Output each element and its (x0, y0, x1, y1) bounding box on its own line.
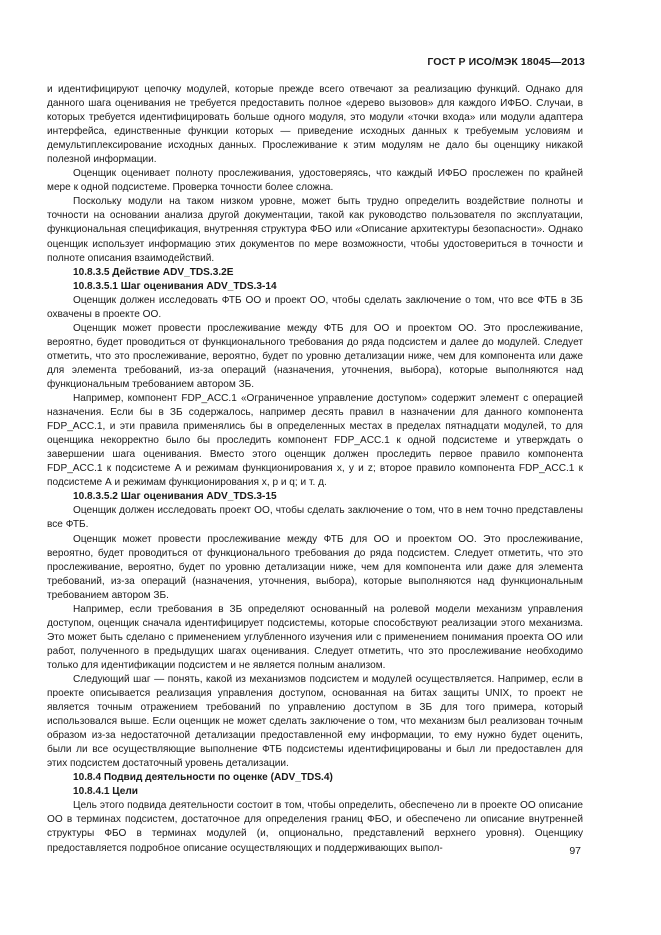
section-heading: 10.8.4.1 Цели (73, 786, 139, 798)
paragraph: Оценщик должен исследовать проект ОО, чтобы сделать заключение о том, что в нем точно представлены все ФТБ. (47, 505, 583, 531)
paragraph: Поскольку модули на таком низком уровне, может быть трудно определить воздействие полноты и точности на основании анализа другой документации, такой как руководство пользователя по эксплуатации, функциональная спецификация, внутренняя структура ФБО или «Описание архитектуры безопасности». Однако оценщик использует информацию этих документов по мере возможности, чтобы удостовериться в точности и полноте описания взаимодействий. (47, 196, 583, 264)
paragraph: Например, если требования в ЗБ определяют основанный на ролевой модели механизм управления доступом, оценщик сначала идентифицирует подсистемы, которые способствуют реализации этого механизма. Это может быть сделано с применением углубленного изучения или с применением понимания проекта ОО или работ, полученного в предыдущих шагах оценивания. Следует отметить, что это прослеживание необходимо только для идентификации подсистем и не является полным анализом. (47, 603, 583, 671)
section-heading: 10.8.3.5.2 Шаг оценивания ADV_TDS.3-15 (73, 491, 277, 503)
paragraph: Оценщик оценивает полноту прослеживания, удостоверяясь, что каждый ИФБО прослежен по крайней мере к одной подсистеме. Проверка точности более сложна. (47, 168, 583, 194)
paragraph: Следующий шаг — понять, какой из механизмов подсистем и модулей осуществляется. Например, если в проекте описывается реализация управления доступом, основанная на битах защиты UNIX, то проект не является точным отражением требований по управлению доступом в ЗБ для того примера, который использовался выше. Если оценщик не может сделать заключение о том, что механизм был реализован точным образом из-за недостаточной детализации предоставленной ему информации, то ему нужно будет оценить, были ли все осуществляющие выполнение ФТБ подсистемы идентифицированы и был ли предоставлен для этих подсистем достаточный уровень детализации. (47, 673, 583, 770)
paragraph: и идентифицируют цепочку модулей, которые прежде всего отвечают за реализацию функций. Однако для данного шага оценивания не требуется предоставить полное «дерево вызовов» для каждого ИФБО. Случаи, в которых требуется идентифицировать больше одного модуля, это модули «точки входа» или модули адаптера интерфейса, единственные функции которых — приведение исходных данных к требуемым условиям и демультиплексирование исходных данных. Прослеживание к этим модулям не дало бы оценщику никакой полезной информации. (47, 84, 583, 166)
section-heading: 10.8.4 Подвид деятельности по оценке (ADV_TDS.4) (73, 772, 333, 784)
paragraph: Например, компонент FDP_ACC.1 «Ограниченное управление доступом» содержит элемент с операцией назначения. Если бы в ЗБ содержалось, например десять правил в назначении для данного компонента FDP_ACC.1, и эти правила применялись бы в определенных местах в пределах пятнадцати модулей, то для оценщика некорректно было бы проследить компонент FDP_ACC.1 к одной подсистеме и утверждать о завершении шага оценивания. Вместо этого оценщик должен проследить первое правило компонента FDP_ACC.1 к подсистеме А и режимам функционирования x, y и z; второе правило компонента FDP_ACC.1 к подсистеме А и режимам функционирования x, p и q; и т. д. (47, 393, 583, 489)
standard-header: ГОСТ Р ИСО/МЭК 18045—2013 (427, 56, 585, 68)
paragraph: Оценщик может провести прослеживание между ФТБ для ОО и проектом ОО. Это прослеживание, вероятно, будет проводиться от функционального требования до ряда подсистем и далее до модулей. Следует отметить, что это прослеживание, вероятно, будет по уровню детализации ниже, чем для компонента или даже для элемента требований, из-за операций (назначения, уточнения, выбора), которые выполняются над функциональным требованием автором ЗБ. (47, 322, 583, 390)
section-heading: 10.8.3.5.1 Шаг оценивания ADV_TDS.3-14 (73, 280, 277, 292)
page-number: 97 (569, 845, 581, 857)
document-body (47, 83, 583, 856)
paragraph: Оценщик должен исследовать ФТБ ОО и проект ОО, чтобы сделать заключение о том, что все ФТБ в ЗБ охвачены в проекте ОО. (47, 294, 583, 320)
paragraph: Оценщик может провести прослеживание между ФТБ для ОО и проектом ОО. Это прослеживание, вероятно, будет проводиться от функционального требования до ряда подсистем. Следует отметить, что это прослеживание, вероятно, будет по уровню детализации ниже, чем для компонента или даже для элемента требований, из-за операций (назначения, уточнения, выбора), которые выполняются над функциональным требованием автором ЗБ. (47, 533, 583, 601)
section-heading: 10.8.3.5 Действие ADV_TDS.3.2E (73, 266, 234, 278)
paragraph: Цель этого подвида деятельности состоит в том, чтобы определить, обеспечено ли в проекте ОО описание ОО в терминах подсистем, достаточное для определения границ ФБО, и обеспечено ли описание внутренней структуры ФБО в терминах модулей (и, опционально, представлений верхнего уровня). Оценщику предоставляется подробное описание осуществляющих и поддерживающих выпол- (47, 800, 583, 854)
